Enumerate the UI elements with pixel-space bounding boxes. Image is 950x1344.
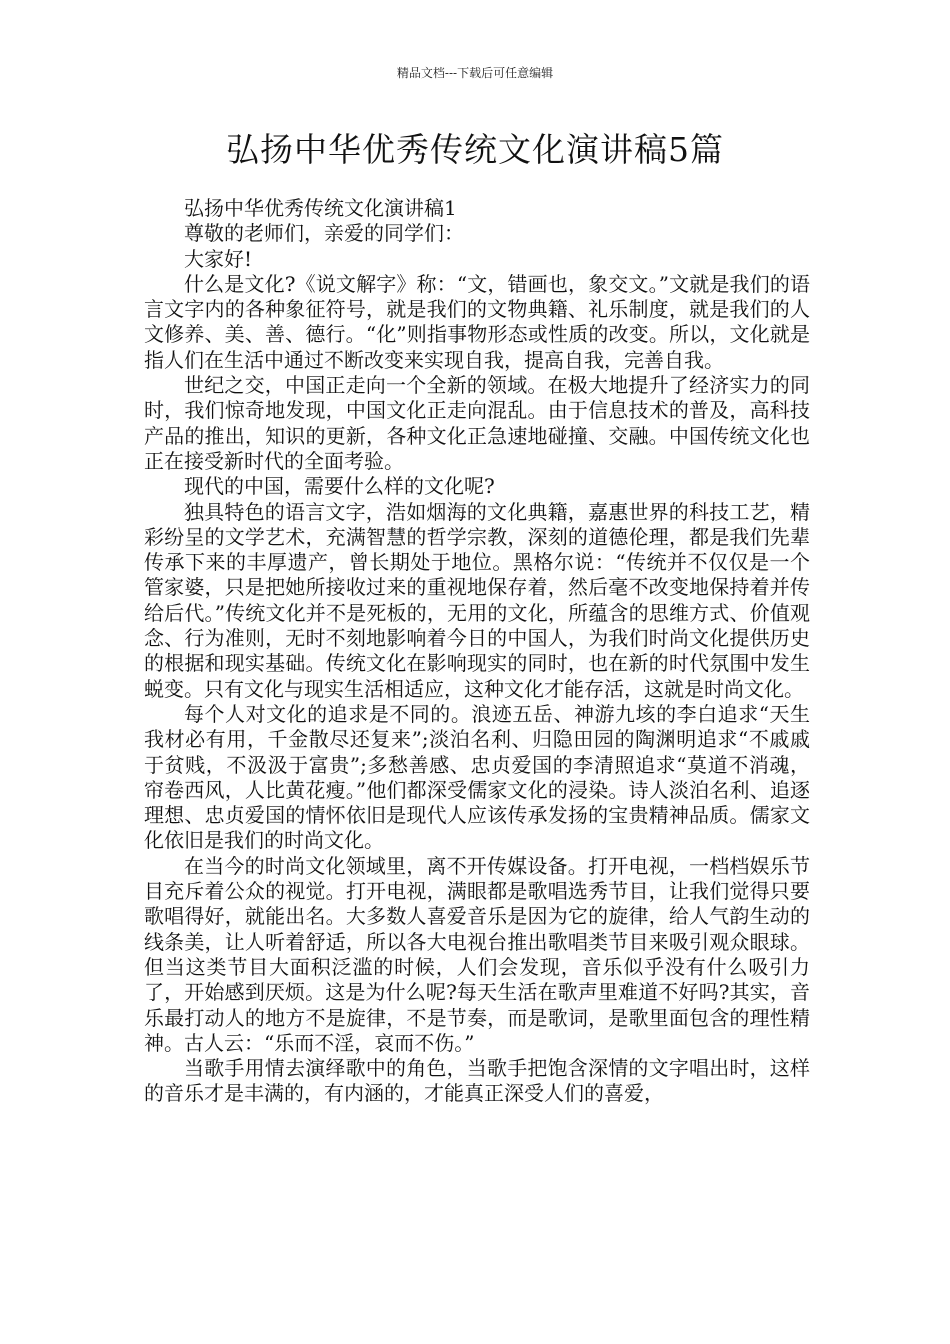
page-header: 精品文档---下载后可任意编辑 (396, 66, 554, 80)
body-paragraph: 独具特色的语言文字，浩如烟海的文化典籍，嘉惠世界的科技工艺，精彩纷呈的文学艺术，充满智慧的哲学宗教，深刻的道德伦理，都是我们先辈传承下来的丰厚遗产，曾长期处于地位。黑格尔说：“传统并不仅仅是一个管家婆，只是把她所接收过来的重视地保存着，然后毫不改变地保持着并传给后代。”传统文化并不是死板的，无用的文化，所蕴含的思维方式、价值观念、行为准则，无时不刻地影响着今日的中国人，为我们时尚文化提供历史的根据和现实基础。传统文化在影响现实的同时，也在新的时代氛围中发生蜕变。只有文化与现实生活相适应，这种文化才能存活，这就是时尚文化。 (144, 499, 810, 701)
body-paragraph: 现代的中国，需要什么样的文化呢? (184, 474, 495, 499)
body-paragraph: 世纪之交，中国正走向一个全新的领域。在极大地提升了经济实力的同时，我们惊奇地发现，中国文化正走向混乱。由于信息技术的普及，高科技产品的推出，知识的更新，各种文化正急速地碰撞、交融。中国传统文化也正在接受新时代的全面考验。 (144, 373, 810, 473)
document-body (144, 196, 810, 1107)
salutation: 尊敬的老师们，亲爱的同学们： (184, 221, 464, 246)
body-paragraph: 当歌手用情去演绎歌中的角色，当歌手把饱含深情的文字唱出时，这样的音乐才是丰满的，有内涵的，才能真正深受人们的喜爱， (144, 1056, 810, 1106)
body-paragraph: 什么是文化?《说文解字》称：“文，错画也，象交文。”文就是我们的语言文字内的各种象征符号，就是我们的文物典籍、礼乐制度，就是我们的人文修养、美、善、德行。“化”则指事物形态或性质的改变。所以，文化就是指人们在生活中通过不断改变来实现自我，提高自我，完善自我。 (144, 271, 810, 372)
section-heading: 弘扬中华优秀传统文化演讲稿1 (184, 196, 457, 220)
body-paragraph: 每个人对文化的追求是不同的。浪迹五岳、神游九垓的李白追求“天生我材必有用，千金散尽还复来”;淡泊名利、归隐田园的陶渊明追求“不戚戚于贫贱，不汲汲于富贵”;多愁善感、忠贞爱国的李清照追求“莫道不消魂，帘卷西风，人比黄花瘦。”他们都深受儒家文化的浸染。诗人淡泊名利、追逐理想、忠贞爱国的情怀依旧是现代人应该传承发扬的宝贵精神品质。儒家文化依旧是我们的时尚文化。 (144, 701, 810, 853)
body-paragraph: 在当今的时尚文化领域里，离不开传媒设备。打开电视，一档档娱乐节目充斥着公众的视觉。打开电视，满眼都是歌唱选秀节目，让我们觉得只要歌唱得好，就能出名。大多数人喜爱音乐是因为它的旋律，给人气韵生动的线条美，让人听着舒适，所以各大电视台推出歌唱类节目来吸引观众眼球。但当这类节目大面积泛滥的时候，人们会发现，音乐似乎没有什么吸引力了，开始感到厌烦。这是为什么呢?每天生活在歌声里难道不好吗?其实，音乐最打动人的地方不是旋律，不是节奏，而是歌词，是歌里面包含的理性精神。古人云：“乐而不淫，哀而不伤。” (144, 853, 810, 1055)
greeting: 大家好! (184, 246, 253, 271)
document-title: 弘扬中华优秀传统文化演讲稿5篇 (226, 130, 724, 169)
